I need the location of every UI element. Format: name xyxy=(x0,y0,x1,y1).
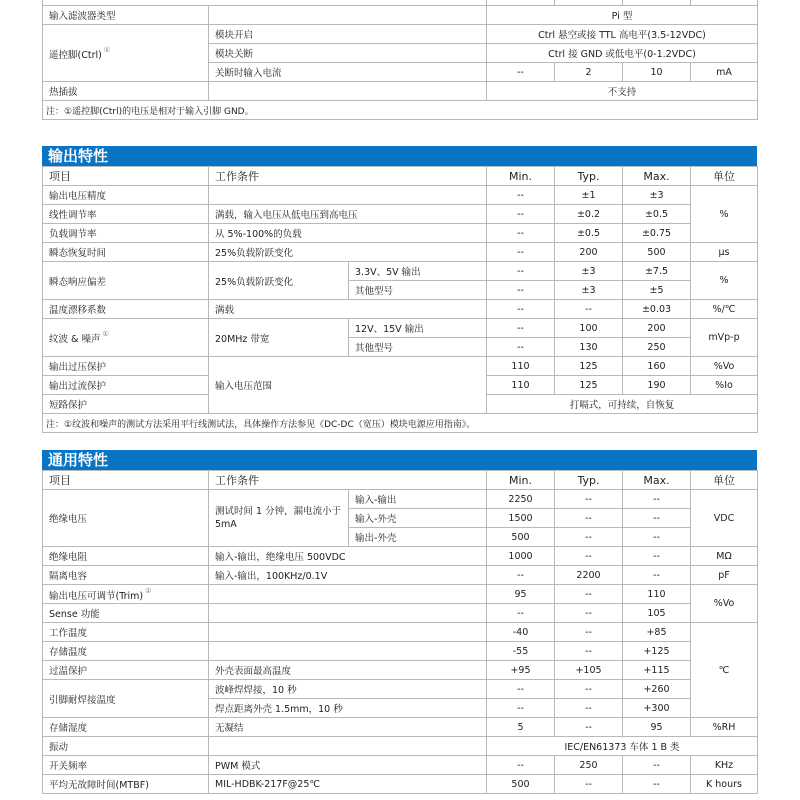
table-row xyxy=(43,357,758,376)
table-row xyxy=(43,756,758,775)
table-cell: -- xyxy=(555,547,623,566)
table-cell: -- xyxy=(555,509,623,528)
table-cell: 10 xyxy=(623,63,691,82)
table-cell: 绝缘电阻 xyxy=(43,547,209,566)
table-cell: 模块关断 xyxy=(209,44,487,63)
table-cell xyxy=(209,6,487,25)
table-cell: -- xyxy=(555,490,623,509)
table-row xyxy=(43,623,758,642)
table-cell: -- xyxy=(487,680,555,699)
table-cell: -- xyxy=(487,205,555,224)
table-cell: 2250 xyxy=(487,490,555,509)
table-cell: 3.3V、5V 输出 xyxy=(349,262,487,281)
table-cell: ℃ xyxy=(691,623,758,718)
table-row xyxy=(43,300,758,319)
table-cell: %RH xyxy=(691,718,758,737)
table-cell: 温度漂移系数 xyxy=(43,300,209,319)
table-cell: ±7.5 xyxy=(623,262,691,281)
table-cell: ±3 xyxy=(555,281,623,300)
table-row xyxy=(43,186,758,205)
table-cell: 工作条件 xyxy=(209,471,487,490)
table-row xyxy=(43,224,758,243)
table-cell: 500 xyxy=(487,775,555,794)
table-cell: -- xyxy=(623,775,691,794)
table-header xyxy=(43,167,758,186)
table-cell: 200 xyxy=(623,319,691,338)
table-cell: 输入-外壳 xyxy=(349,509,487,528)
footnote-marker: ① xyxy=(145,586,152,595)
table-cell: pF xyxy=(691,566,758,585)
table-cell: -- xyxy=(623,509,691,528)
table-row xyxy=(43,661,758,680)
footnote-marker: ① xyxy=(103,45,111,54)
table-cell: 热插拔 xyxy=(43,82,209,101)
item-label: 遥控脚(Ctrl) ① xyxy=(43,25,209,82)
table-cell: -- xyxy=(487,699,555,718)
table-cell: -- xyxy=(623,490,691,509)
table-cell: 500 xyxy=(487,528,555,547)
table-cell: -- xyxy=(555,300,623,319)
table-cell xyxy=(209,82,487,101)
table-cell: -- xyxy=(487,186,555,205)
table-cell: 输出-外壳 xyxy=(349,528,487,547)
table-cell: 短路保护 xyxy=(43,395,209,414)
table-cell: -- xyxy=(487,243,555,262)
table-cell: 输入电压范围 xyxy=(209,357,487,414)
table-cell: 其他型号 xyxy=(349,338,487,357)
table-cell: -- xyxy=(623,528,691,547)
table-cell: 瞬态恢复时间 xyxy=(43,243,209,262)
table-cell: IEC/EN61373 车体 1 B 类 xyxy=(487,737,758,756)
table-cell: 无凝结 xyxy=(209,718,487,737)
table-cell: Max. xyxy=(623,471,691,490)
table-cell: 2200 xyxy=(555,566,623,585)
table-cell: %Vo xyxy=(691,585,758,623)
table-cell: Max. xyxy=(623,167,691,186)
table-cell: Sense 功能 xyxy=(43,604,209,623)
table-cell: 隔离电容 xyxy=(43,566,209,585)
table-cell: 250 xyxy=(623,338,691,357)
section-title-output: 输出特性 xyxy=(42,146,757,166)
table-cell: 输入-输出，绝缘电压 500VDC xyxy=(209,547,487,566)
table-cell: -- xyxy=(487,319,555,338)
table-cell: -55 xyxy=(487,642,555,661)
table-row xyxy=(43,566,758,585)
table-cell: K hours xyxy=(691,775,758,794)
table-row xyxy=(43,775,758,794)
table-cell: 注：①纹波和噪声的测试方法采用平行线测试法，具体操作方法参见《DC-DC（宽压）模块电源应用指南》。 xyxy=(43,414,758,433)
table-cell: 输出过压保护 xyxy=(43,357,209,376)
table-note xyxy=(43,414,758,433)
table-cell: -- xyxy=(623,756,691,775)
table-cell: 100 xyxy=(555,319,623,338)
table-cell: Pi 型 xyxy=(487,6,758,25)
table-cell: 190 xyxy=(623,376,691,395)
table-cell: -- xyxy=(555,623,623,642)
table-cell: 负载调节率 xyxy=(43,224,209,243)
table-row xyxy=(43,718,758,737)
table-row xyxy=(43,82,758,101)
table-cell: 1000 xyxy=(487,547,555,566)
table-cell: 5 xyxy=(487,718,555,737)
table-row xyxy=(43,205,758,224)
section-title-general: 通用特性 xyxy=(42,450,757,470)
table-cell: -- xyxy=(487,281,555,300)
table-cell: +105 xyxy=(555,661,623,680)
table-cell: 焊点距离外壳 1.5mm，10 秒 xyxy=(209,699,487,718)
table-cell: 110 xyxy=(487,376,555,395)
table-cell: 125 xyxy=(555,357,623,376)
table-cell: mVp-p xyxy=(691,319,758,357)
table-cell: Min. xyxy=(487,167,555,186)
table-cell: +260 xyxy=(623,680,691,699)
table-cell: 单位 xyxy=(691,167,758,186)
table-cell: ±0.03 xyxy=(623,300,691,319)
table-cell: 130 xyxy=(555,338,623,357)
table-cell: 从 5%-100%的负载 xyxy=(209,224,487,243)
table-row xyxy=(43,737,758,756)
table-cell: 输出过流保护 xyxy=(43,376,209,395)
table-cell: 打嗝式，可持续，自恢复 xyxy=(487,395,758,414)
table-cell: -- xyxy=(623,547,691,566)
table-cell: 项目 xyxy=(43,167,209,186)
table-row xyxy=(43,243,758,262)
table-cell: 满载，输入电压从低电压到高电压 xyxy=(209,205,487,224)
table-cell: VDC xyxy=(691,490,758,547)
table-cell: 输出电压可调节(Trim) ① xyxy=(43,585,209,604)
table-cell: 线性调节率 xyxy=(43,205,209,224)
table-cell: 工作条件 xyxy=(209,167,487,186)
table-cell: 引脚耐焊接温度 xyxy=(43,680,209,718)
table-cell xyxy=(209,623,487,642)
input-characteristics-table xyxy=(42,0,758,120)
table-cell: -- xyxy=(555,680,623,699)
table-cell: 纹波 & 噪声 ① xyxy=(43,319,209,357)
table-cell: 平均无故障时间(MTBF) xyxy=(43,775,209,794)
table-cell: 开关频率 xyxy=(43,756,209,775)
table-cell: 105 xyxy=(623,604,691,623)
table-cell xyxy=(209,186,487,205)
table-cell: ±0.75 xyxy=(623,224,691,243)
table-cell: -- xyxy=(487,300,555,319)
table-cell: 单位 xyxy=(691,471,758,490)
table-row xyxy=(43,6,758,25)
table-cell: Min. xyxy=(487,471,555,490)
table-cell: MIL-HDBK-217F@25℃ xyxy=(209,775,487,794)
table-cell: ±0.2 xyxy=(555,205,623,224)
table-cell: 110 xyxy=(623,585,691,604)
table-cell: 输入-输出 xyxy=(349,490,487,509)
table-cell: PWM 模式 xyxy=(209,756,487,775)
table-row xyxy=(43,490,758,509)
table-cell: Ctrl 接 GND 或低电平(0-1.2VDC) xyxy=(487,44,758,63)
table-cell xyxy=(209,642,487,661)
table-cell: 存储湿度 xyxy=(43,718,209,737)
table-cell: 工作温度 xyxy=(43,623,209,642)
table-cell: 2 xyxy=(555,63,623,82)
table-cell: -- xyxy=(623,566,691,585)
table-cell: ±0.5 xyxy=(623,205,691,224)
table-cell: %Io xyxy=(691,376,758,395)
table-cell: 模块开启 xyxy=(209,25,487,44)
table-cell: Ctrl 悬空或接 TTL 高电平(3.5-12VDC) xyxy=(487,25,758,44)
table-cell: 振动 xyxy=(43,737,209,756)
table-cell: 200 xyxy=(555,243,623,262)
table-cell: -- xyxy=(487,262,555,281)
table-cell: 25%负载阶跃变化 xyxy=(209,262,349,300)
table-row xyxy=(43,642,758,661)
table-cell: -- xyxy=(487,566,555,585)
table-cell: -- xyxy=(487,756,555,775)
table-cell: 1500 xyxy=(487,509,555,528)
general-characteristics-table xyxy=(42,470,758,794)
table-cell: 过温保护 xyxy=(43,661,209,680)
table-cell: MΩ xyxy=(691,547,758,566)
table-header xyxy=(43,471,758,490)
table-cell: 输出电压精度 xyxy=(43,186,209,205)
footnote-marker: ① xyxy=(102,330,109,338)
table-cell xyxy=(209,585,487,604)
table-cell: ±3 xyxy=(623,186,691,205)
table-cell: Typ. xyxy=(555,471,623,490)
table-cell: 项目 xyxy=(43,471,209,490)
table-cell: ±0.5 xyxy=(555,224,623,243)
table-cell: 110 xyxy=(487,357,555,376)
table-cell: 波峰焊焊接，10 秒 xyxy=(209,680,487,699)
table-row xyxy=(43,585,758,604)
table-cell: 20MHz 带宽 xyxy=(209,319,349,357)
table-cell: 不支持 xyxy=(487,82,758,101)
item-label: 输入滤波器类型 xyxy=(43,6,209,25)
table-cell: -- xyxy=(555,775,623,794)
table-row xyxy=(43,25,758,44)
table-row xyxy=(43,319,758,338)
table-cell: -- xyxy=(555,642,623,661)
table-cell: mA xyxy=(691,63,758,82)
table-cell: -- xyxy=(555,528,623,547)
table-cell: ±5 xyxy=(623,281,691,300)
table-cell: 12V、15V 输出 xyxy=(349,319,487,338)
table-cell: +95 xyxy=(487,661,555,680)
table-cell xyxy=(209,737,487,756)
table-cell: 125 xyxy=(555,376,623,395)
table-cell: +300 xyxy=(623,699,691,718)
table-cell: -- xyxy=(555,718,623,737)
table-cell: -- xyxy=(487,338,555,357)
table-row xyxy=(43,604,758,623)
table-cell: 95 xyxy=(623,718,691,737)
table-cell: ±3 xyxy=(555,262,623,281)
table-cell xyxy=(209,604,487,623)
table-row xyxy=(43,547,758,566)
table-cell: -- xyxy=(487,224,555,243)
table-cell: %Vo xyxy=(691,357,758,376)
table-row xyxy=(43,262,758,281)
table-cell: 绝缘电压 xyxy=(43,490,209,547)
table-cell: 关断时输入电流 xyxy=(209,63,487,82)
table-cell: -- xyxy=(555,585,623,604)
table-cell: %/℃ xyxy=(691,300,758,319)
table-cell: 存储温度 xyxy=(43,642,209,661)
table-cell: μs xyxy=(691,243,758,262)
table-cell: Typ. xyxy=(555,167,623,186)
table-cell: -- xyxy=(555,604,623,623)
table-cell: 满载 xyxy=(209,300,487,319)
table-cell: -- xyxy=(487,604,555,623)
table-cell: +125 xyxy=(623,642,691,661)
table-cell: +115 xyxy=(623,661,691,680)
table-cell: % xyxy=(691,186,758,243)
table-cell: -- xyxy=(487,63,555,82)
table-note xyxy=(43,101,758,120)
table-cell: -- xyxy=(555,699,623,718)
table-cell: 500 xyxy=(623,243,691,262)
table-cell: 注：①遥控脚(Ctrl)的电压是相对于输入引脚 GND。 xyxy=(43,101,758,120)
table-cell: ±1 xyxy=(555,186,623,205)
table-row xyxy=(43,680,758,699)
table-cell: % xyxy=(691,262,758,300)
table-cell: 25%负载阶跃变化 xyxy=(209,243,487,262)
table-cell: -40 xyxy=(487,623,555,642)
table-cell: 瞬态响应偏差 xyxy=(43,262,209,300)
table-cell: 其他型号 xyxy=(349,281,487,300)
table-cell: 160 xyxy=(623,357,691,376)
table-cell: KHz xyxy=(691,756,758,775)
output-characteristics-table xyxy=(42,166,758,433)
table-cell: 250 xyxy=(555,756,623,775)
table-cell: 输入-输出，100KHz/0.1V xyxy=(209,566,487,585)
table-cell: 95 xyxy=(487,585,555,604)
table-cell: 测试时间 1 分钟，漏电流小于 5mA xyxy=(209,490,349,547)
table-cell: 外壳表面最高温度 xyxy=(209,661,487,680)
table-cell: +85 xyxy=(623,623,691,642)
